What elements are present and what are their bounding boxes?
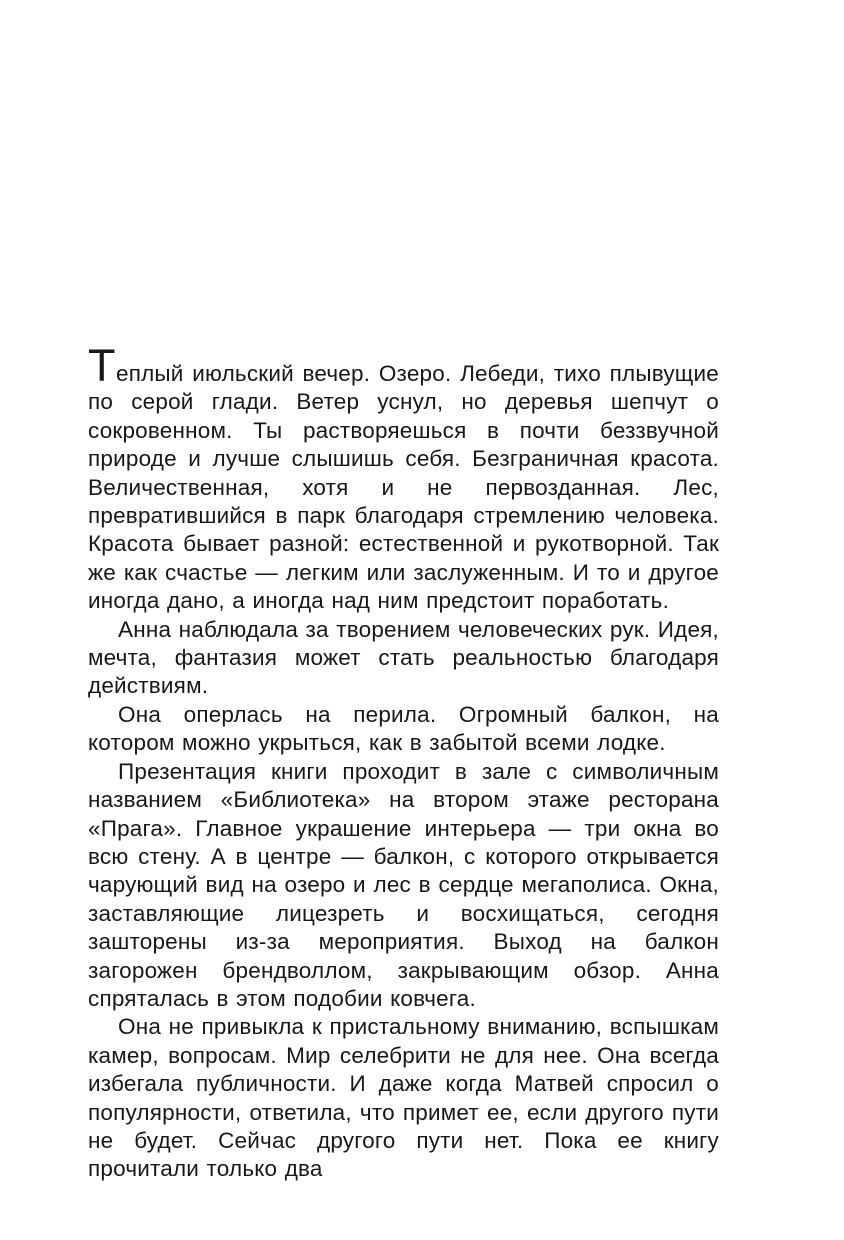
drop-cap-letter: Т [88,340,116,391]
paragraph-text: еплый июльский вечер. Озеро. Лебеди, тихо плывущие по серой глади. Ветер уснул, но деревья шепчут о сокровенном. Ты растворяешься в почти беззвучной природе и лучше слышишь себя. Безграничная красота. Величественная, хотя и не первозданная. Лес, превратившийся в парк благодаря стремлению человека. Красота бывает разной: естественной и рукотворной. Так же как счастье — легким или заслуженным. И то и другое иногда дано, а иногда над ним предстоит поработать. [88,361,719,614]
paragraph-text: Анна наблюдала за творением человеческих рук. Идея, мечта, фантазия может стать реальностью благодаря действиям. [88,616,719,699]
paragraph-text: Презентация книги проходит в зале с символичным названием «Библиотека» на втором этаже ресторана «Прага». Главное украшение интерьера — три окна во всю стену. А в центре — балкон, с которого открывается чарующий вид на озеро и лес в сердце мегаполиса. Окна, заставляющие лицезреть и восхищаться, сегодня зашторены из-за мероприятия. Выход на балкон загорожен брендволлом, закрывающим обзор. Анна спряталась в этом подобии ковчега. [88,758,719,1011]
paragraph-text: Она оперлась на перила. Огромный балкон, на котором можно укрыться, как в забытой всеми лодке. [88,701,719,756]
paragraph-text: Она не привыкла к пристальному вниманию, вспышкам камер, вопросам. Мир селебрити не для нее. Она всегда избегала публичности. И даже когда Матвей спросил о популярности, ответила, что примет ее, если другого пути не будет. Сейчас другого пути нет. Пока ее книгу прочитали только два [88,1014,719,1182]
body-text-block [88,340,719,1184]
paragraph-opening [88,340,719,616]
